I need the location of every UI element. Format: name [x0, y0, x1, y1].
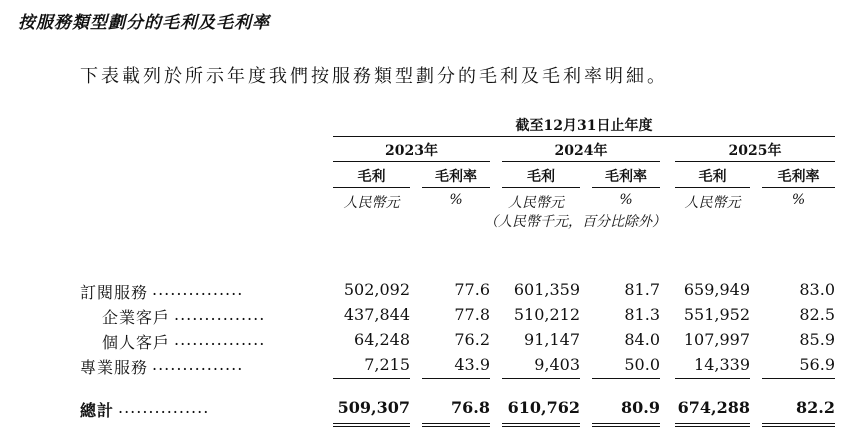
value-cell: 43.9 [454, 355, 490, 374]
col-header-margin: 毛利率 [777, 169, 820, 185]
total-value-cell: 82.2 [796, 398, 835, 417]
col-header-margin: 毛利率 [605, 169, 647, 185]
column-rule [333, 187, 410, 188]
value-cell: 551,952 [683, 305, 750, 324]
subtotal-rule [592, 378, 660, 379]
total-value-cell: 80.9 [621, 398, 660, 417]
gross-profit-table [0, 115, 845, 444]
total-leader: ............... [118, 398, 210, 417]
value-cell: 9,403 [534, 355, 580, 374]
unit-note: （人民幣千元，百分比除外） [484, 214, 666, 230]
period-header: 截至12月31日止年度 [515, 118, 653, 134]
value-cell: 77.8 [454, 305, 490, 324]
value-cell: 84.0 [624, 330, 660, 349]
subtotal-rule [675, 378, 750, 379]
row-label: 個人客戶 [102, 333, 171, 352]
unit-gross-profit: 人民幣元 [684, 195, 741, 211]
value-cell: 659,949 [683, 280, 750, 299]
year-header: 2024年 [554, 143, 608, 159]
total-value-cell: 674,288 [677, 398, 750, 417]
col-header-gross-profit: 毛利 [357, 169, 386, 185]
value-cell: 85.9 [799, 330, 835, 349]
row-leader: ............... [152, 280, 244, 299]
year-rule [502, 161, 660, 162]
total-label: 總計 [80, 401, 115, 420]
value-cell: 107,997 [683, 330, 750, 349]
total-value-cell: 76.8 [451, 398, 490, 417]
total-double-rule [422, 423, 490, 427]
col-header-gross-profit: 毛利 [527, 169, 555, 185]
column-rule [675, 187, 750, 188]
unit-percent: % [449, 192, 463, 208]
total-double-rule [333, 423, 410, 427]
row-label: 企業客戶 [102, 308, 171, 327]
value-cell: 81.7 [624, 280, 660, 299]
total-value-cell: 509,307 [337, 398, 410, 417]
unit-percent: % [619, 192, 633, 208]
total-double-rule [502, 423, 580, 427]
total-double-rule [675, 423, 750, 427]
unit-note-2024: 人民幣元 [508, 195, 564, 211]
value-cell: 77.6 [454, 280, 490, 299]
total-double-rule [592, 423, 660, 427]
value-cell: 601,359 [513, 280, 580, 299]
unit-gross-profit: 人民幣元 [343, 195, 400, 211]
value-cell: 50.0 [624, 355, 660, 374]
value-cell: 437,844 [343, 305, 410, 324]
subtotal-rule [333, 378, 410, 379]
intro-paragraph: 下表載列於所示年度我們按服務類型劃分的毛利及毛利率明細。 [80, 66, 668, 87]
year-rule [675, 161, 835, 162]
year-header: 2025年 [728, 143, 782, 159]
value-cell: 56.9 [799, 355, 835, 374]
row-label: 專業服務 [80, 358, 149, 377]
column-rule [502, 187, 580, 188]
subtotal-rule [502, 378, 580, 379]
subtotal-rule [422, 378, 490, 379]
value-cell: 91,147 [524, 330, 580, 349]
column-rule [762, 187, 835, 188]
row-leader: ............... [152, 355, 244, 374]
row-leader: ............... [174, 305, 266, 324]
column-rule [592, 187, 660, 188]
value-cell: 81.3 [624, 305, 660, 324]
year-header: 2023年 [385, 143, 438, 159]
unit-percent: % [791, 192, 806, 208]
section-heading: 按服務類型劃分的毛利及毛利率 [18, 13, 270, 33]
year-rule [333, 161, 490, 162]
column-rule [422, 187, 490, 188]
value-cell: 510,212 [513, 305, 580, 324]
subtotal-rule [762, 378, 835, 379]
row-label: 訂閱服務 [80, 283, 149, 302]
total-value-cell: 610,762 [507, 398, 580, 417]
value-cell: 7,215 [364, 355, 410, 374]
col-header-margin: 毛利率 [435, 169, 477, 185]
value-cell: 82.5 [799, 305, 835, 324]
row-leader: ............... [174, 330, 266, 349]
value-cell: 502,092 [343, 280, 410, 299]
period-rule [333, 136, 835, 137]
value-cell: 76.2 [454, 330, 490, 349]
value-cell: 83.0 [799, 280, 835, 299]
value-cell: 14,339 [694, 355, 750, 374]
col-header-gross-profit: 毛利 [698, 169, 727, 185]
value-cell: 64,248 [354, 330, 410, 349]
total-double-rule [762, 423, 835, 427]
